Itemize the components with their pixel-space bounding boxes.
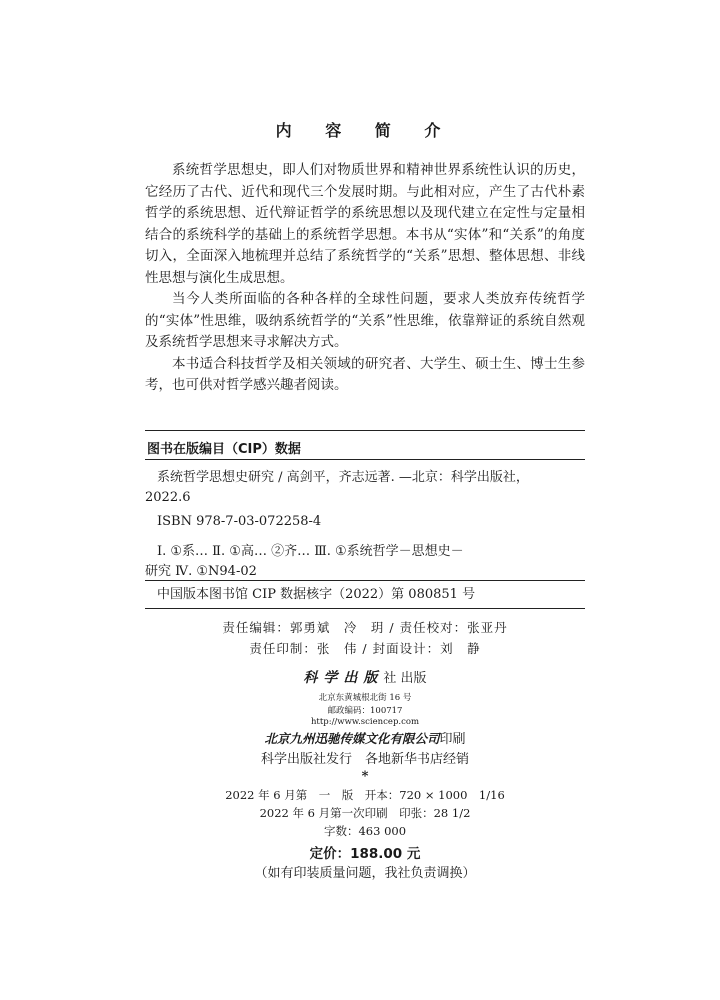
staff-production: 责任印制：张 伟 / 封面设计：刘 静 <box>249 641 481 656</box>
printer-name: 北京九州迅驰传媒文化有限公司 <box>264 731 440 746</box>
cip-isbn: ISBN 978-7-03-072258-4 <box>157 514 322 529</box>
summary-paragraph: 系统哲学思想史，即人们对物质世界和精神世界系统性认识的历史，它经历了古代、近代和现代三个发展时期。与此相对应，产生了古代朴素哲学的系统思想、近代辩证哲学的系统思想以及现代建立在定性与定量相结合的系统科学的基础上的系统哲学思想。本书从“实体”和“关系”的角度切入，全面深入地梳理并总结了系统哲学的“关系”思想、整体思想、非线性思想与演化生成思想。 <box>145 162 585 286</box>
summary-paragraph: 当今人类所面临的各种各样的全球性问题，要求人类放弃传统哲学的“实体”性思维，吸纳系统哲学的“关系”性思维，依靠辩证的系统自然观及系统哲学思想来寻求解决方式。 <box>145 291 585 350</box>
divider-bottom <box>145 608 585 609</box>
separator-star: * <box>361 769 369 784</box>
cip-record <box>145 468 585 508</box>
summary-title: 内 容 简 介 <box>275 121 455 140</box>
summary-body <box>145 160 585 397</box>
distribution-line: 科学出版社发行 各地新华书店经销 <box>260 752 469 767</box>
printer-suffix: 印刷 <box>439 732 466 747</box>
summary-paragraph: 本书适合科技哲学及相关领域的研究者、大学生、硕士生、博士生参考，也可供对哲学感兴趣者阅读。 <box>145 355 585 393</box>
cip-record-line: 2022.6 <box>145 490 191 505</box>
printer-line <box>145 728 585 747</box>
divider-cip-approval <box>145 580 585 581</box>
publisher-url: http://www.sciencep.com <box>310 717 420 727</box>
publisher-address: 北京东黄城根北街 16 号 <box>318 693 412 703</box>
quality-notice: （如有印装质量问题，我社负责调换） <box>254 866 476 881</box>
publisher-name <box>145 667 585 687</box>
cip-heading: 图书在版编目（CIP）数据 <box>147 442 301 457</box>
cip-approval: 中国版本图书馆 CIP 数据核字（2022）第 080851 号 <box>157 587 476 602</box>
printing-line: 2022 年 6 月第一次印刷 印张：28 1/2 <box>259 806 471 820</box>
word-count: 字数：463 000 <box>323 824 407 838</box>
price: 定价：188.00 元 <box>309 846 421 862</box>
cip-classification <box>145 542 585 582</box>
cip-classification-line: 研究 Ⅳ. ①N94-02 <box>145 564 257 579</box>
edition-line: 2022 年 6 月第 一 版 开本：720 × 1000 1/16 <box>225 788 505 802</box>
publisher-postcode: 邮政编码：100717 <box>327 706 403 716</box>
cip-record-line: 系统哲学思想史研究 / 高剑平，齐志远著. —北京：科学出版社， <box>157 470 529 485</box>
divider-cip-heading <box>145 459 585 460</box>
cip-classification-line: Ⅰ. ①系… Ⅱ. ①高… ②齐… Ⅲ. ①系统哲学－思想史－ <box>157 544 464 559</box>
publisher-suffix: 社 出版 <box>383 671 427 686</box>
staff-editors: 责任编辑：郭勇斌 冷 玥 / 责任校对：张亚丹 <box>222 620 508 635</box>
divider-top <box>145 430 585 431</box>
publisher-logo-text: 科学出版 <box>303 670 384 686</box>
